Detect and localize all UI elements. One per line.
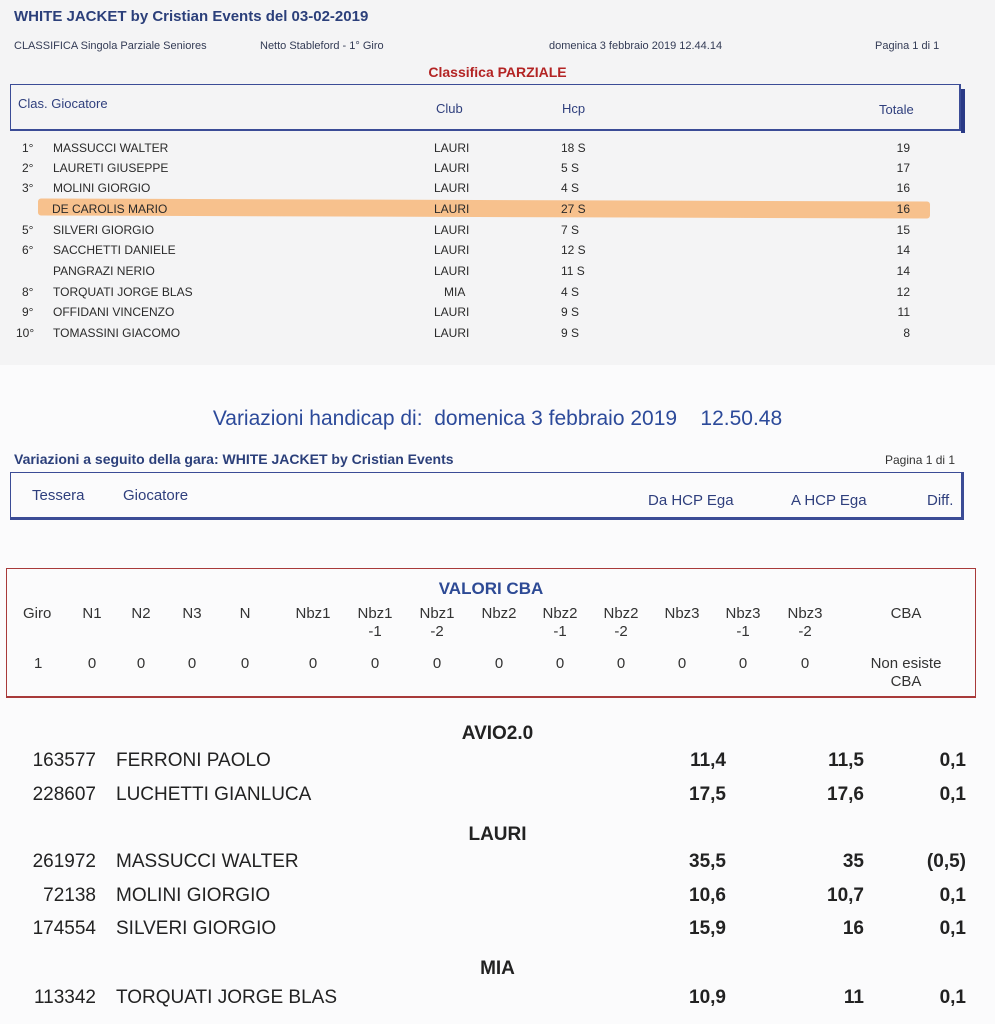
row-total: 19 — [896, 141, 910, 155]
row-club: LAURI — [434, 141, 470, 155]
row-player-name: MASSUCCI WALTER — [53, 141, 169, 155]
player-card-number: 261972 — [32, 851, 96, 872]
cba-value: 0 — [187, 655, 197, 672]
row-total: 17 — [896, 161, 910, 175]
row-club: MIA — [444, 285, 466, 299]
col-card: Tessera — [32, 487, 85, 504]
row-position: 3° — [22, 181, 34, 195]
standings-heading: Classifica PARZIALE — [428, 64, 567, 80]
from-hcp: 11,4 — [690, 750, 726, 771]
col-hcp: Hcp — [562, 101, 586, 116]
from-hcp: 10,9 — [689, 987, 726, 1008]
row-hcp: 4 S — [561, 181, 580, 195]
col-pos-player: Clas. Giocatore — [18, 96, 108, 111]
standings-row — [0, 181, 995, 201]
variations-title-prefix: Variazioni handicap di: — [212, 407, 423, 430]
row-player-name: OFFIDANI VINCENZO — [53, 305, 175, 319]
variation-row — [0, 987, 995, 1013]
to-hcp: 17,6 — [827, 784, 864, 805]
standings-row — [0, 223, 995, 243]
col-club: Club — [436, 101, 463, 116]
row-club: LAURI — [434, 264, 470, 278]
variation-row — [0, 918, 995, 944]
cba-header: Nbz2 -1 — [542, 605, 578, 640]
cba-header: Nbz3 -1 — [725, 605, 761, 640]
row-club: LAURI — [434, 181, 470, 195]
cba-title: VALORI CBA — [438, 579, 544, 598]
row-total: 15 — [896, 223, 910, 237]
standings-row — [0, 264, 995, 284]
from-hcp: 10,6 — [689, 885, 726, 906]
variation-row — [0, 750, 995, 776]
variations-title-date: domenica 3 febbraio 2019 — [434, 407, 678, 430]
row-club: LAURI — [434, 326, 470, 340]
row-club: LAURI — [434, 202, 470, 216]
cba-header: Nbz2 -2 — [603, 605, 639, 640]
row-player-name: PANGRAZI NERIO — [53, 264, 155, 278]
variations-subtitle: Variazioni a seguito della gara: WHITE JACKET by Cristian Events — [14, 451, 454, 467]
row-total: 11 — [897, 305, 910, 319]
standings-row — [0, 202, 995, 222]
variations-title-time: 12.50.48 — [700, 407, 783, 430]
row-club: LAURI — [434, 223, 470, 237]
player-card-number: 228607 — [32, 784, 96, 805]
cba-header: N3 — [182, 605, 202, 622]
row-player-name: SILVERI GIORGIO — [53, 223, 155, 237]
row-hcp: 18 S — [561, 141, 586, 155]
cba-header: Nbz3 -2 — [787, 605, 823, 640]
cba-value: 0 — [494, 655, 504, 672]
row-position: 6° — [22, 243, 34, 257]
cba-values-box — [6, 568, 976, 698]
club-group-heading: LAURI — [468, 824, 527, 845]
player-name: MOLINI GIORGIO — [116, 885, 271, 906]
row-hcp: 7 S — [561, 223, 580, 237]
cba-value: 0 — [738, 655, 748, 672]
hcp-diff: 0,1 — [939, 750, 966, 771]
row-position: 8° — [22, 285, 34, 299]
ranking-format: Netto Stableford - 1° Giro — [260, 40, 384, 52]
cba-value: Non esiste CBA — [870, 655, 942, 690]
row-club: LAURI — [434, 305, 470, 319]
player-name: FERRONI PAOLO — [116, 750, 271, 771]
cba-value: 0 — [677, 655, 687, 672]
cba-value: 0 — [136, 655, 146, 672]
hcp-diff: 0,1 — [939, 987, 966, 1008]
to-hcp: 16 — [842, 918, 864, 939]
cba-header: Nbz1 -1 — [357, 605, 393, 640]
to-hcp: 35 — [842, 851, 864, 872]
row-player-name: SACCHETTI DANIELE — [53, 243, 176, 257]
cba-value: 0 — [370, 655, 380, 672]
row-position: 10° — [16, 326, 35, 340]
standings-row — [0, 161, 995, 181]
variation-row — [0, 784, 995, 810]
standings-row — [0, 285, 995, 305]
row-total: 14 — [896, 264, 910, 278]
document-title: WHITE JACKET by Cristian Events del 03-02-2019 — [14, 8, 369, 25]
ranking-type: CLASSIFICA Singola Parziale Seniores — [14, 40, 207, 52]
cba-header: N1 — [82, 605, 102, 622]
cba-value: 0 — [555, 655, 565, 672]
col-player: Giocatore — [123, 487, 189, 504]
row-total: 14 — [896, 243, 910, 257]
col-total: Totale — [879, 102, 914, 117]
cba-value: 0 — [87, 655, 97, 672]
col-to-hcp: A HCP Ega — [791, 492, 867, 509]
player-card-number: 174554 — [32, 918, 96, 939]
row-hcp: 5 S — [561, 161, 580, 175]
to-hcp: 11 — [843, 987, 864, 1008]
row-hcp: 27 S — [561, 202, 586, 216]
cba-value: 0 — [432, 655, 442, 672]
variations-title — [0, 407, 995, 431]
row-player-name: MOLINI GIORGIO — [53, 181, 151, 195]
cba-value: 0 — [800, 655, 810, 672]
variation-row — [0, 851, 995, 877]
hcp-diff: (0,5) — [926, 851, 966, 872]
page-indicator: Pagina 1 di 1 — [875, 40, 940, 52]
player-name: SILVERI GIORGIO — [116, 918, 277, 939]
cba-value: 0 — [308, 655, 318, 672]
cba-value: 1 — [34, 655, 43, 672]
print-datetime: domenica 3 febbraio 2019 12.44.14 — [549, 40, 723, 52]
standings-header-box — [10, 84, 961, 131]
player-card-number: 163577 — [32, 750, 96, 771]
row-hcp: 4 S — [561, 285, 580, 299]
row-total: 16 — [896, 181, 910, 195]
hcp-diff: 0,1 — [939, 918, 966, 939]
from-hcp: 35,5 — [689, 851, 726, 872]
standings-row — [0, 326, 995, 346]
player-card-number: 113342 — [34, 987, 96, 1008]
row-position: 9° — [22, 305, 34, 319]
row-position: 2° — [22, 161, 34, 175]
variation-row — [0, 885, 995, 911]
cba-header: CBA — [890, 605, 922, 622]
cba-header: Nbz3 — [664, 605, 700, 622]
row-total: 16 — [896, 202, 910, 216]
row-club: LAURI — [434, 243, 470, 257]
club-group-heading: MIA — [480, 958, 515, 979]
cba-header: Nbz2 — [481, 605, 517, 622]
player-name: MASSUCCI WALTER — [116, 851, 299, 872]
club-group-heading: AVIO2.0 — [461, 723, 534, 744]
col-from-hcp: Da HCP Ega — [648, 492, 734, 509]
variations-page-indicator: Pagina 1 di 1 — [885, 453, 956, 467]
cba-value: 0 — [616, 655, 626, 672]
player-name: TORQUATI JORGE BLAS — [116, 987, 338, 1008]
cba-header: Nbz1 — [295, 605, 331, 622]
from-hcp: 15,9 — [689, 918, 726, 939]
row-hcp: 9 S — [561, 326, 580, 340]
player-name: LUCHETTI GIANLUCA — [116, 784, 312, 805]
hcp-diff: 0,1 — [939, 784, 966, 805]
cba-value: 0 — [240, 655, 250, 672]
standings-row — [0, 141, 995, 161]
row-player-name: DE CAROLIS MARIO — [52, 202, 168, 216]
to-hcp: 11,5 — [828, 750, 864, 771]
row-hcp: 9 S — [561, 305, 580, 319]
cba-header: Giro — [23, 605, 52, 622]
row-player-name: TOMASSINI GIACOMO — [53, 326, 181, 340]
row-club: LAURI — [434, 161, 470, 175]
row-total: 8 — [903, 326, 910, 340]
standings-row — [0, 243, 995, 263]
from-hcp: 17,5 — [689, 784, 726, 805]
standings-row — [0, 305, 995, 325]
hcp-diff: 0,1 — [939, 885, 966, 906]
row-player-name: LAURETI GIUSEPPE — [53, 161, 169, 175]
row-player-name: TORQUATI JORGE BLAS — [53, 285, 193, 299]
player-card-number: 72138 — [43, 885, 96, 906]
row-hcp: 12 S — [561, 243, 586, 257]
cba-header: N2 — [131, 605, 151, 622]
row-position: 5° — [22, 223, 34, 237]
cba-header: N — [239, 605, 251, 622]
col-diff: Diff. — [927, 492, 954, 509]
to-hcp: 10,7 — [827, 885, 864, 906]
row-total: 12 — [896, 285, 910, 299]
row-position: 1° — [22, 141, 34, 155]
row-hcp: 11 S — [561, 264, 585, 278]
cba-header: Nbz1 -2 — [419, 605, 455, 640]
